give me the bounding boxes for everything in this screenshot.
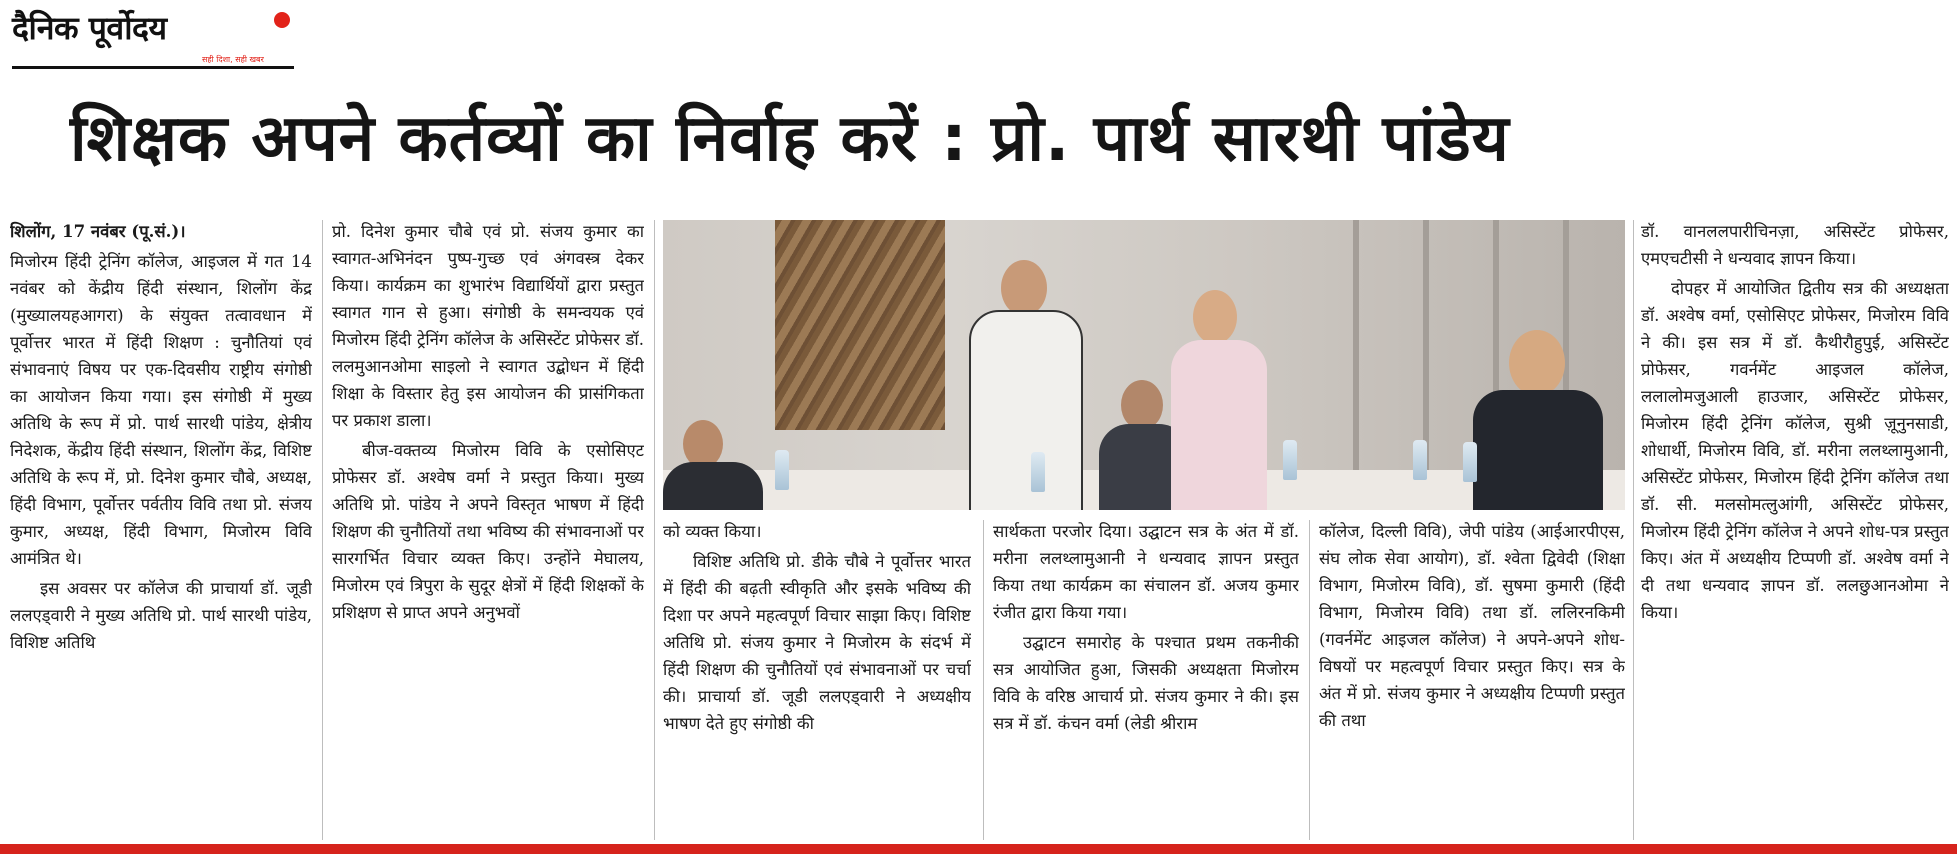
masthead [12, 6, 292, 72]
paragraph: सार्थकता परजोर दिया। उद्घाटन सत्र के अंत में डॉ. मरीना ललथ्लामुआनी ने धन्यवाद ज्ञापन प्रस्तुत किया तथा कार्यक्रम का संचालन डॉ. अजय कुमार रंजीत द्वारा किया गया। [993, 522, 1299, 622]
paragraph: उद्घाटन समारोह के पश्चात प्रथम तकनीकी सत्र आयोजित हुआ, जिसकी अध्यक्षता मिजोरम विवि के वरिष्ठ आचार्य प्रो. संजय कुमार ने की। इस सत्र में डॉ. कंचन वर्मा (लेडी श्रीराम [993, 633, 1299, 733]
paragraph: प्रो. दिनेश कुमार चौबे एवं प्रो. संजय कुमार का स्वागत-अभिनंदन पुष्प-गुच्छ एवं अंगवस्त्र देकर किया। कार्यक्रम का शुभारंभ विद्यार्थियों द्वारा प्रस्तुत स्वागत गान से हुआ। संगोष्ठी के समन्वयक एवं मिजोरम हिंदी ट्रेनिंग कॉलेज के असिस्टेंट प्रोफेसर डॉ. ललमुआनओमा साइलो ने स्वागत उद्बोधन में हिंदी शिक्षा के विस्तार हेतु इस आयोजन की प्रासंगिकता पर प्रकाश डाला। [332, 222, 644, 430]
column-divider [322, 220, 323, 840]
article-headline: शिक्षक अपने कर्तव्यों का निर्वाह करें : प्रो. पार्थ सारथी पांडेय [70, 102, 1510, 176]
column-divider [1633, 220, 1634, 840]
article-column-2 [332, 218, 644, 840]
article-column-5 [1319, 518, 1625, 840]
paragraph: विशिष्ट अतिथि प्रो. डीके चौबे ने पूर्वोत्तर भारत में हिंदी की बढ़ती स्वीकृति और इसके भविष्य की दिशा पर अपने महत्वपूर्ण विचार साझा किए। विशिष्ट अतिथि प्रो. संजय कुमार ने मिजोरम के संदर्भ में हिंदी शिक्षण की चुनौतियों एवं संभावनाओं पर चर्चा की। प्राचार्या डॉ. जूडी ललएड्वारी ने अध्यक्षीय भाषण देते हुए संगोष्ठी की [663, 552, 971, 733]
column-divider [983, 520, 984, 840]
article-column-4 [993, 518, 1299, 840]
paragraph: इस अवसर पर कॉलेज की प्राचार्या डॉ. जूडी ललएड्वारी ने मुख्य अतिथि प्रो. पार्थ सारथी पांडेय, विशिष्ट अतिथि [10, 579, 312, 652]
paragraph [10, 218, 312, 245]
page-bottom-rule [0, 844, 1957, 854]
event-photo [663, 220, 1625, 510]
masthead-rule [12, 66, 294, 69]
article-column-6 [1641, 218, 1949, 840]
article-column-3 [663, 518, 971, 840]
column-divider [1309, 520, 1310, 840]
paragraph: बीज-वक्तव्य मिजोरम विवि के एसोसिएट प्रोफेसर डॉ. अश्वेष वर्मा ने प्रस्तुत किया। मुख्य अतिथि प्रो. पांडेय ने अपने विस्तृत भाषण में हिंदी शिक्षण की चुनौतियों तथा भविष्य की संभावनाओं पर सारगर्भित विचार व्यक्त किए। उन्होंने मेघालय, मिजोरम एवं त्रिपुरा के सुदूर क्षेत्रों में हिंदी शिक्षकों के प्रशिक्षण से प्राप्त अपने अनुभवों [332, 441, 644, 622]
paragraph: मिजोरम हिंदी ट्रेनिंग कॉलेज, आइजल में गत 14 नवंबर को केंद्रीय हिंदी संस्थान, शिलोंग केंद्र (मुख्यालयहआगरा) के संयुक्त तत्वावधान में पूर्वोत्तर भारत में हिंदी शिक्षण : चुनौतियां एवं संभावनाएं विषय पर एक-दिवसीय राष्ट्रीय संगोष्ठी का आयोजन किया गया। इस संगोष्ठी में मुख्य अतिथि के रूप में प्रो. पार्थ सारथी पांडेय, क्षेत्रीय निदेशक, केंद्रीय हिंदी संस्थान, शिलोंग केंद्र, विशिष्ट अतिथि के रूप में, प्रो. दिनेश कुमार चौबे, अध्यक्ष, हिंदी विभाग, पूर्वोत्तर पर्वतीय विवि तथा प्रो. संजय कुमार, अध्यक्ष, हिंदी विभाग, मिजोरम विवि आमंत्रित थे। [10, 252, 312, 568]
paragraph: कॉलेज, दिल्ली विवि), जेपी पांडेय (आईआरपीएस, संघ लोक सेवा आयोग), डॉ. श्वेता द्विवेदी (शिक्षा विभाग, मिजोरम विवि), डॉ. सुषमा कुमारी (हिंदी विभाग, मिजोरम विवि) तथा डॉ. ललिरनकिमी (गवर्नमेंट आइजल कॉलेज) ने अपने-अपने शोध-विषयों पर महत्वपूर्ण विचार प्रस्तुत किए। सत्र के अंत में प्रो. संजय कुमार ने अध्यक्षीय टिप्पणी प्रस्तुत की तथा [1319, 522, 1625, 730]
column-divider [654, 220, 655, 840]
masthead-logo: दैनिक पूर्वोदय [12, 9, 167, 47]
paragraph: दोपहर में आयोजित द्वितीय सत्र की अध्यक्षता डॉ. अश्वेष वर्मा, एसोसिएट प्रोफेसर, मिजोरम विवि ने की। इस सत्र में डॉ. कैथीरौहुपुई, असिस्टेंट प्रोफेसर, गवर्नमेंट आइजल कॉलेज, ललालोमजुआली हाउजार, असिस्टेंट प्रोफेसर, मिजोरम हिंदी ट्रेनिंग कॉलेज, सुश्री ज़ूनुनसाडी, शोधार्थी, मिजोरम विवि, डॉ. मरीना ललथ्लामुआनी, असिस्टेंट प्रोफेसर, मिजोरम हिंदी ट्रेनिंग कॉलेज तथा डॉ. सी. मलसोमत्लुआंगी, असिस्टेंट प्रोफेसर, मिजोरम हिंदी ट्रेनिंग कॉलेज ने अपने शोध-पत्र प्रस्तुत किए। अंत में अध्यक्षीय टिप्पणी डॉ. अश्वेष वर्मा ने दी तथा धन्यवाद ज्ञापन डॉ. ललछुआनओमा ने किया। [1641, 279, 1949, 622]
logo-dot-icon [274, 12, 290, 28]
article-column-1 [10, 218, 312, 840]
paragraph: को व्यक्त किया। [663, 522, 762, 541]
masthead-tagline: सही दिशा, सही खबर [202, 55, 264, 64]
paragraph: डॉ. वानललपारीचिनज़ा, असिस्टेंट प्रोफेसर, एमएचटीसी ने धन्यवाद ज्ञापन किया। [1641, 222, 1949, 268]
dateline: शिलोंग, 17 नवंबर (पू.सं.)। [10, 221, 186, 241]
